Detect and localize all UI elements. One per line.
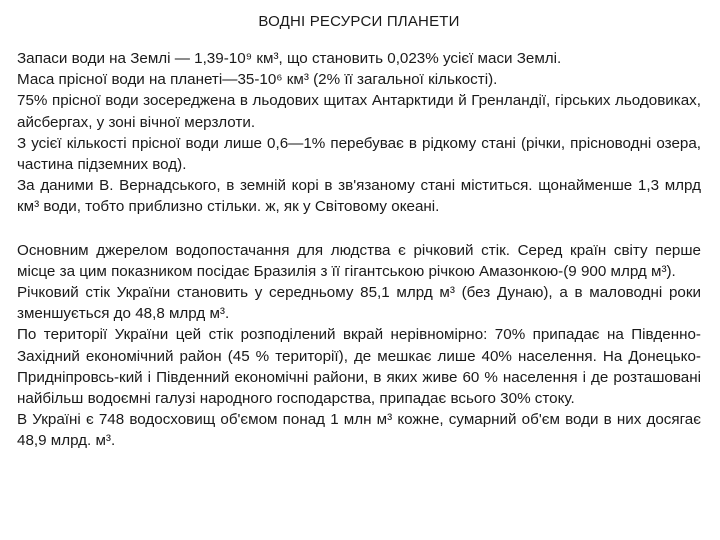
paragraph-ice-sheets: 75% прісної води зосереджена в льодових щитах Антарктиди й Гренландії, гірських льодовиках, айсбергах, у зоні вічної мерзлоти. bbox=[17, 92, 701, 131]
paragraph-total-water: Запаси води на Землі — 1,39-10⁹ км³, що становить 0,023% усієї маси Землі. bbox=[17, 50, 562, 67]
document-title: ВОДНІ РЕСУРСИ ПЛАНЕТИ bbox=[258, 13, 460, 30]
paragraph-river-flow-source: Основним джерелом водопостачання для людства є річковий стік. Серед країн світу перше місце за цим показником посідає Бразилія з її гігантською річкою Амазонкою-(9 900 млрд м³). bbox=[17, 241, 701, 280]
paragraph-flow-distribution: По території України цей стік розподілений вкрай нерівномірно: 70% припадає на Південно-Західний економічний район (45 % території), де мешкає лише 40% населення. На Донецько-Придніпровсь-кий і Південний економічні райони, в яких живе 60 % населення і де розташовані найбільш водоємні галузі народного господарства, припадає всього 30% стоку. bbox=[17, 326, 701, 408]
section-gap bbox=[17, 218, 701, 240]
document-page bbox=[17, 12, 701, 452]
section-world-water bbox=[17, 48, 701, 218]
section-river-flow bbox=[17, 240, 701, 452]
paragraph-fresh-water-mass: Маса прісної води на планеті—35-10⁶ км³ (2% її загальної кількості). bbox=[17, 71, 498, 89]
paragraph-vernadsky: За даними В. Вернадського, в земній корі в зв'язаному стані міститься. щонайменше 1,3 млрд км³ води, тобто приблизно стільки. ж, як у Світовому океані. bbox=[17, 177, 701, 216]
paragraph-ukraine-flow: Річковий стік України становить у середньому 85,1 млрд м³ (без Дунаю), а в маловодні роки зменшується до 48,8 млрд м³. bbox=[17, 284, 701, 323]
paragraph-reservoirs: В Україні є 748 водосховищ об'ємом понад 1 млн м³ кожне, сумарний об'єм води в них досягає 48,9 млрд. м³. bbox=[17, 411, 701, 450]
paragraph-liquid-state: З усієї кількості прісної води лише 0,6—1% перебуває в рідкому стані (річки, прісноводні озера, частина підземних вод). bbox=[17, 134, 701, 174]
